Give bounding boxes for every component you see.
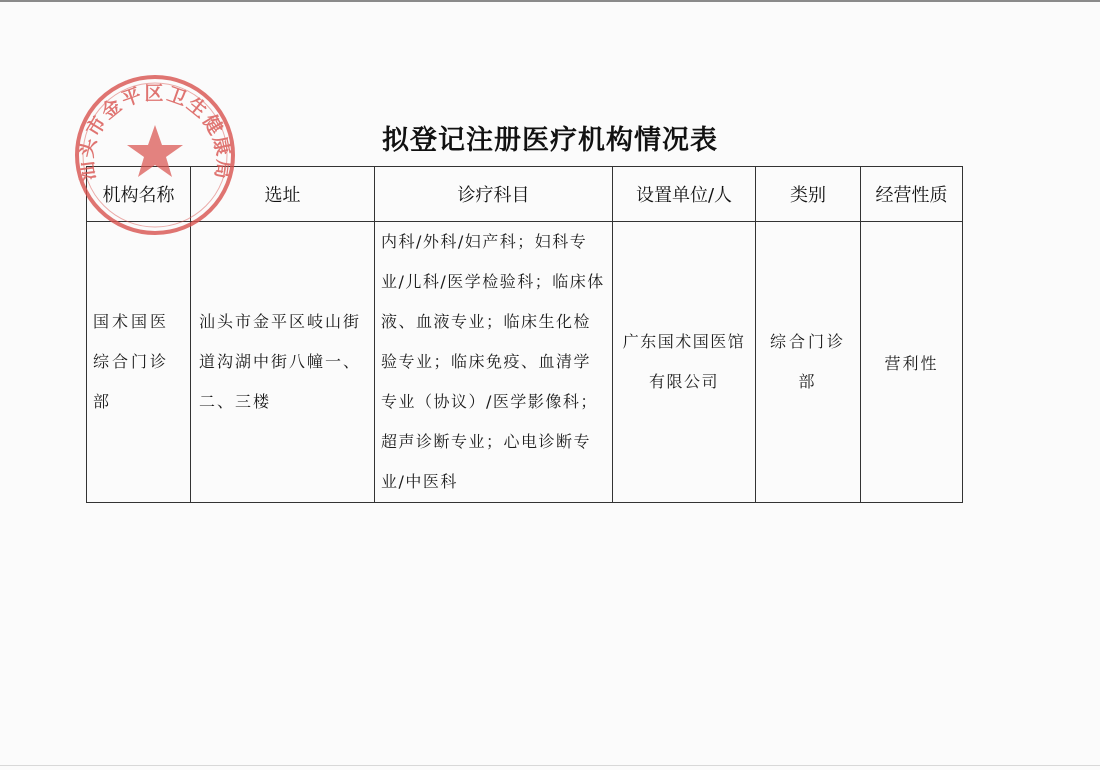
header-institution-name: 机构名称 (87, 167, 191, 222)
table-header-row (87, 167, 963, 222)
cell-departments: 内科/外科/妇产科；妇科专业/儿科/医学检验科；临床体液、血液专业；临床生化检验专业；临床免疫、血清学专业（协议）/医学影像科；超声诊断专业；心电诊断专业/中医科 (375, 222, 613, 503)
cell-unit: 广东国术国医馆有限公司 (613, 222, 756, 503)
page-bottom-border (0, 765, 1100, 766)
seal-text: 汕头市金平区卫生健康局 (75, 82, 235, 182)
institution-table (86, 166, 963, 503)
header-departments: 诊疗科目 (375, 167, 613, 222)
header-address: 选址 (191, 167, 375, 222)
page-top-border (0, 0, 1100, 2)
cell-institution-name: 国术国医综合门诊部 (87, 222, 191, 503)
cell-category: 综合门诊部 (756, 222, 861, 503)
header-nature: 经营性质 (861, 167, 963, 222)
header-unit: 设置单位/人 (613, 167, 756, 222)
cell-nature: 营利性 (861, 222, 963, 503)
table-row (87, 222, 963, 503)
page-title: 拟登记注册医疗机构情况表 (382, 125, 718, 156)
cell-address: 汕头市金平区岐山街道沟湖中街八幢一、二、三楼 (191, 222, 375, 503)
header-category: 类别 (756, 167, 861, 222)
